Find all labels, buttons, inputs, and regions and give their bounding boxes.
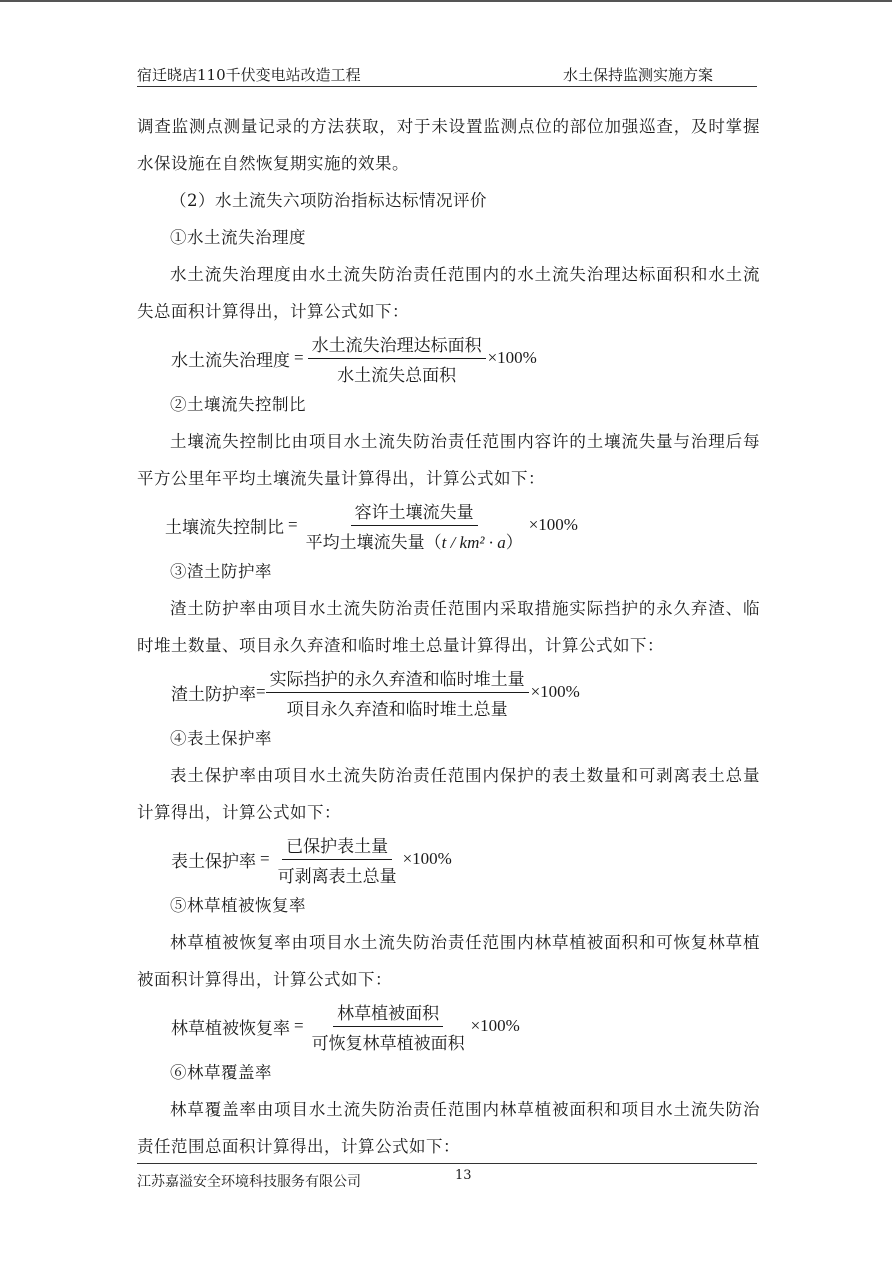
formula-1-eq: =	[294, 348, 304, 367]
formula-1-fraction	[308, 331, 486, 386]
formula-2-numerator: 容许土壤流失量	[351, 498, 478, 526]
formula-3-lhs: 渣土防护率	[171, 684, 256, 704]
formula-2-denominator-text: 平均土壤流失量（	[305, 532, 442, 552]
formula-2-denominator	[302, 526, 527, 553]
formula-2	[165, 497, 760, 553]
formula-5-lhs: 林草植被恢复率	[171, 1018, 290, 1038]
page-body	[137, 108, 760, 1165]
page-header	[137, 62, 757, 87]
indicator-title-3: ③渣土防护率	[170, 562, 272, 581]
header-document-title: 水土保持监测实施方案	[562, 66, 713, 84]
header-project-title: 宿迁晓店110千伏变电站改造工程	[137, 66, 361, 84]
formula-5-eq: =	[294, 1016, 304, 1035]
indicator-title-6: ⑥林草覆盖率	[170, 1063, 272, 1082]
formula-1	[171, 330, 760, 386]
formula-4-numerator: 已保护表土量	[282, 832, 392, 860]
formula-1-denominator: 水土流失总面积	[337, 365, 457, 385]
formula-3-fraction	[266, 665, 529, 720]
formula-2-eq: =	[288, 515, 298, 534]
indicator-title-4: ④表土保护率	[170, 729, 272, 748]
formula-4-lhs: 表土保护率	[171, 851, 256, 871]
formula-2-denominator-unit: t / km² · a	[441, 532, 506, 552]
formula-1-lhs: 水土流失治理度	[171, 350, 290, 370]
indicator-title-5: ⑤林草植被恢复率	[170, 896, 306, 915]
indicator-text-5: 林草植被恢复率由项目水土流失防治责任范围内林草植被面积和可恢复林草植被面积计算得出，计算公式如下：	[137, 933, 760, 989]
formula-5	[171, 998, 760, 1054]
indicator-text-6: 林草覆盖率由项目水土流失防治责任范围内林草植被面积和项目水土流失防治责任范围总面积计算得出，计算公式如下：	[137, 1100, 760, 1156]
formula-4-fraction	[274, 832, 401, 887]
formula-3-eq: =	[256, 682, 266, 701]
formula-4	[171, 831, 760, 887]
formula-4-multiplier: ×100%	[402, 849, 452, 868]
formula-3-numerator: 实际挡护的永久弃渣和临时堆土量	[266, 665, 529, 693]
formula-2-multiplier: ×100%	[528, 515, 578, 534]
formula-1-multiplier: ×100%	[487, 348, 537, 367]
formula-4-denominator: 可剥离表土总量	[277, 866, 397, 886]
paragraph-continuation: 调查监测点测量记录的方法获取，对于未设置监测点位的部位加强巡查，及时掌握水保设施在自然恢复期实施的效果。	[137, 117, 760, 173]
indicator-text-2: 土壤流失控制比由项目水土流失防治责任范围内容许的土壤流失量与治理后每平方公里年平均土壤流失量计算得出，计算公式如下：	[137, 432, 760, 488]
page-number: 13	[455, 1168, 472, 1183]
formula-2-fraction	[302, 498, 527, 553]
page-footer	[137, 1163, 757, 1194]
formula-5-denominator: 可恢复林草植被面积	[311, 1033, 465, 1053]
formula-3-multiplier: ×100%	[530, 682, 580, 701]
footer-company: 江苏嘉溢安全环境科技服务有限公司	[137, 1174, 361, 1190]
formula-3	[171, 664, 760, 720]
section-heading: （2）水土流失六项防治指标达标情况评价	[170, 191, 487, 210]
formula-2-denominator-close: ）	[505, 532, 523, 552]
indicator-text-4: 表土保护率由项目水土流失防治责任范围内保护的表土数量和可剥离表土总量计算得出，计算公式如下：	[137, 766, 760, 822]
indicator-text-1: 水土流失治理度由水土流失防治责任范围内的水土流失治理达标面积和水土流失总面积计算得出，计算公式如下：	[137, 265, 760, 321]
formula-3-denominator: 项目永久弃渣和临时堆土总量	[286, 699, 508, 719]
formula-2-lhs: 土壤流失控制比	[165, 517, 284, 537]
formula-5-fraction	[308, 999, 469, 1054]
indicator-title-2: ②土壤流失控制比	[170, 395, 306, 414]
formula-5-multiplier: ×100%	[470, 1016, 520, 1035]
formula-1-numerator: 水土流失治理达标面积	[308, 331, 486, 359]
indicator-text-3: 渣土防护率由项目水土流失防治责任范围内采取措施实际挡护的永久弃渣、临时堆土数量、项目永久弃渣和临时堆土总量计算得出，计算公式如下：	[137, 599, 760, 655]
formula-4-eq: =	[260, 849, 270, 868]
formula-5-numerator: 林草植被面积	[333, 999, 443, 1027]
indicator-title-1: ①水土流失治理度	[170, 228, 306, 247]
page-top-border	[0, 0, 892, 2]
